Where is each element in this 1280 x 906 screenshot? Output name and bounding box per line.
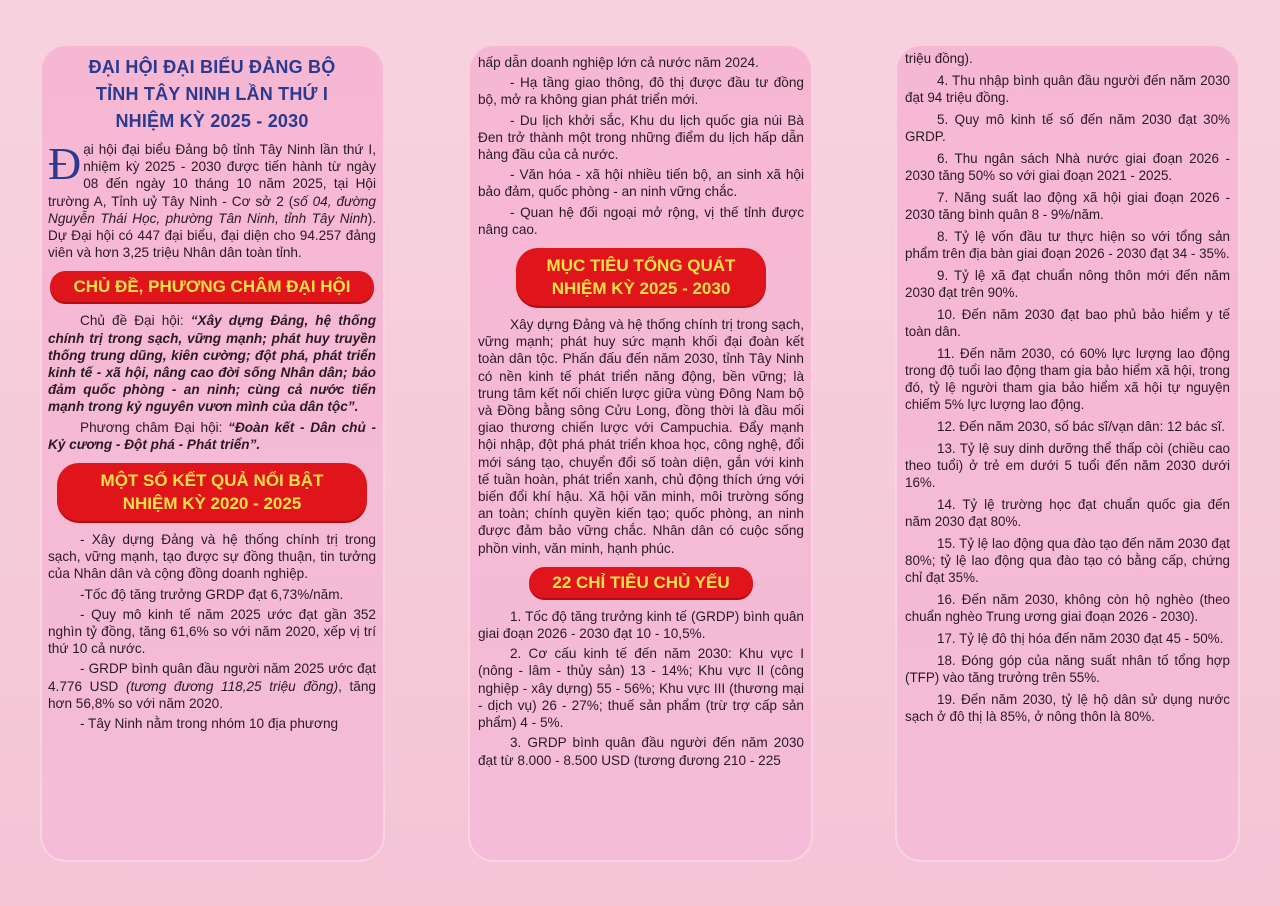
result-item: - Quy mô kinh tế năm 2025 ước đạt gần 352 nghìn tỷ đồng, tăng 61,6% so với năm 2020, xếp vị trí thứ 10 cả nước. [48, 606, 376, 657]
title-line-1: ĐẠI HỘI ĐẠI BIỂU ĐẢNG BỘ [88, 57, 336, 77]
target-item: 12. Đến năm 2030, số bác sĩ/vạn dân: 12 bác sĩ. [937, 419, 1226, 434]
main-title [48, 54, 376, 135]
title-line-2: TỈNH TÂY NINH LẦN THỨ I [95, 84, 329, 104]
column-1 [40, 44, 385, 862]
results-heading-line-1: MỘT SỐ KẾT QUẢ NỔI BẬT [100, 471, 324, 491]
theme-label: Chủ đề Đại hội: [80, 313, 191, 329]
target-item: 2. Cơ cấu kinh tế đến năm 2030: Khu vực I (nông - lâm - thủy sản) 13 - 14%; Khu vực II (công nghiệp - xây dựng) 55 - 56%; Khu vực III (thương mại - dịch vụ) 26 - 27%; thuế sản phẩm (trừ trợ cấp sản phẩm) 4 - 5%. [478, 646, 804, 731]
target-item: triệu đồng). [905, 51, 973, 66]
target-item: 4. Thu nhập bình quân đầu người đến năm 2030 đạt 94 triệu đồng. [905, 73, 1230, 105]
target-item: 14. Tỷ lệ trường học đạt chuẩn quốc gia đến năm 2030 đạt 80%. [905, 497, 1230, 529]
general-goal-paragraph: Xây dựng Đảng và hệ thống chính trị trong sạch, vững mạnh; phát huy sức mạnh khối đại đoàn kết toàn dân tộc. Phấn đấu đến năm 2030, tỉnh Tây Ninh có nền kinh tế phát triển năng động, bền vững; là trung tâm kết nối chiến lược giữa vùng Đông Nam bộ và Đồng bằng sông Cửu Long, đồng thời là đầu mối giao thương chiến lược với Campuchia. Đẩy mạnh hội nhập, đột phá phát triển khoa học, công nghệ, đổi mới sáng tạo, chuyển đổi số toàn diện, gắn với kinh tế tuần hoàn, phát triển xanh, chủ động thích ứng với biến đổi khí hậu. Xã hội văn minh, môi trường sống an toàn; chính quyền kiến tạo; quốc phòng, an ninh được đảm bảo vững chắc. Nhân dân có cuộc sống phồn vinh, văn minh, hạnh phúc. [478, 317, 804, 556]
target-item: 7. Năng suất lao động xã hội giai đoạn 2026 - 2030 tăng bình quân 8 - 9%/năm. [905, 190, 1230, 222]
motto-label: Phương châm Đại hội: [80, 419, 229, 435]
target-item: 17. Tỷ lệ đô thị hóa đến năm 2030 đạt 45 - 50%. [937, 631, 1224, 646]
column-2 [468, 44, 813, 862]
result-item: -Tốc độ tăng trưởng GRDP đạt 6,73%/năm. [80, 586, 344, 602]
theme-heading-badge: CHỦ ĐỀ, PHƯƠNG CHÂM ĐẠI HỘI [50, 271, 374, 302]
targets-heading-badge: 22 CHỈ TIÊU CHỦ YẾU [529, 567, 753, 598]
target-item: 11. Đến năm 2030, có 60% lực lượng lao động trong độ tuổi lao động tham gia bảo hiểm xã hội, trong đó, tỷ lệ người tham gia bảo hiểm xã hội tự nguyện chiếm 5% lực lượng lao động. [905, 346, 1230, 412]
drop-cap: Đ [48, 138, 82, 189]
result-item: - Văn hóa - xã hội nhiều tiến bộ, an sinh xã hội bảo đảm, quốc phòng - an ninh vững chắc. [478, 167, 804, 200]
title-line-3: NHIỆM KỲ 2025 - 2030 [115, 111, 309, 131]
result-item: hấp dẫn doanh nghiệp lớn cả nước năm 2024. [478, 55, 759, 70]
results-heading-line-2: NHIỆM KỲ 2020 - 2025 [122, 494, 302, 514]
result-item [48, 660, 376, 712]
target-item: 18. Đóng góp của năng suất nhân tố tổng hợp (TFP) vào tăng trưởng trên 55%. [905, 653, 1230, 685]
results-heading-badge [57, 463, 367, 521]
target-item: 15. Tỷ lệ lao động qua đào tạo đến năm 2030 đạt 80%; tỷ lệ lao động qua đào tạo có bằng cấp, chứng chỉ đạt 35%. [905, 536, 1230, 585]
target-item: 5. Quy mô kinh tế số đến năm 2030 đạt 30% GRDP. [905, 112, 1230, 144]
goal-heading-line-2: NHIỆM KỲ 2025 - 2030 [551, 279, 731, 299]
target-item: 6. Thu ngân sách Nhà nước giai đoạn 2026 - 2030 tăng 50% so với giai đoạn 2021 - 2025. [905, 151, 1230, 183]
result-4-em: (tương đương 118,25 triệu đồng) [126, 678, 339, 694]
intro-paragraph [48, 138, 376, 261]
result-item: - Quan hệ đối ngoại mở rộng, vị thế tỉnh được nâng cao. [478, 204, 804, 237]
target-item: 16. Đến năm 2030, không còn hộ nghèo (theo chuẩn nghèo Trung ương giai đoạn 2026 - 2030). [905, 592, 1230, 624]
theme-paragraph [48, 312, 376, 415]
column-3 [895, 44, 1240, 862]
target-item: 8. Tỷ lệ vốn đầu tư thực hiện so với tổng sản phẩm trên địa bàn giai đoạn 2026 - 2030 đạt 34 - 35%. [905, 229, 1230, 261]
target-item: 10. Đến năm 2030 đạt bao phủ bảo hiểm y tế toàn dân. [905, 307, 1230, 339]
target-item: 9. Tỷ lệ xã đạt chuẩn nông thôn mới đến năm 2030 đạt trên 90%. [905, 268, 1230, 300]
target-item: 3. GRDP bình quân đầu người đến năm 2030 đạt từ 8.000 - 8.500 USD (tương đương 210 - 225 [478, 735, 804, 768]
motto-text: “Đoàn kết - Dân chủ - Kỷ cương - Đột phá - Phát triển”. [48, 419, 376, 452]
target-item: 1. Tốc độ tăng trưởng kinh tế (GRDP) bình quân giai đoạn 2026 - 2030 đạt 10 - 10,5%. [478, 608, 804, 642]
result-item: - Tây Ninh nằm trong nhóm 10 địa phương [80, 716, 339, 732]
intro-address: số 04, đường Nguyễn Thái Học, phường Tân Ninh, tỉnh Tây Ninh [48, 193, 376, 226]
intro-text-a: ại hội đại biểu Đảng bộ tỉnh Tây Ninh lần thứ I, nhiệm kỳ 2025 - 2030 được tiến hành từ ngày 08 đến ngày 10 tháng 10 năm 2025, tại Hội trường A, Tỉnh uỷ Tây Ninh - Cơ sở 2 ( [48, 142, 376, 209]
goal-heading-line-1: MỤC TIÊU TỔNG QUÁT [546, 256, 736, 276]
target-item: 19. Đến năm 2030, tỷ lệ hộ dân sử dụng nước sạch ở đô thị là 85%, ở nông thôn là 80%. [905, 692, 1230, 724]
theme-text: “Xây dựng Đảng, hệ thống chính trị trong sạch, vững mạnh; phát huy truyền thống trung dũng, kiên cường; đột phá, phát triển kinh tế - xã hội, nâng cao đời sống Nhân dân; bảo đảm quốc phòng - an ninh; cùng cả nước tiến mạnh trong kỷ nguyên vươn mình của dân tộc”. [48, 313, 376, 415]
general-goal-heading-badge [516, 248, 766, 306]
result-item: - Du lịch khởi sắc, Khu du lịch quốc gia núi Bà Đen trở thành một trong những điểm du lịch hấp dẫn hàng đầu của cả nước. [478, 112, 804, 163]
result-4-a: - GRDP bình quân đầu người năm 2025 ước đạt 4.776 USD [48, 661, 376, 694]
target-item: 13. Tỷ lệ suy dinh dưỡng thể thấp còi (chiều cao theo tuổi) ở trẻ em dưới 5 tuổi đến năm 2030 dưới 16%. [905, 441, 1230, 490]
result-4-b: , tăng hơn 56,8% so với năm 2020. [48, 678, 376, 711]
motto-paragraph [48, 419, 376, 453]
intro-text-b: ). Dự Đại hội có 447 đại biểu, đại diện cho 94.257 đảng viên và hơn 3,25 triệu Nhân dân toàn tỉnh. [48, 210, 376, 261]
result-item: - Hạ tầng giao thông, đô thị được đầu tư đồng bộ, mở ra không gian phát triển mới. [478, 75, 804, 108]
result-item: - Xây dựng Đảng và hệ thống chính trị trong sạch, vững mạnh, tạo được sự đồng thuận, tin tưởng của Nhân dân và cộng đồng doanh nghiệp. [48, 532, 376, 582]
